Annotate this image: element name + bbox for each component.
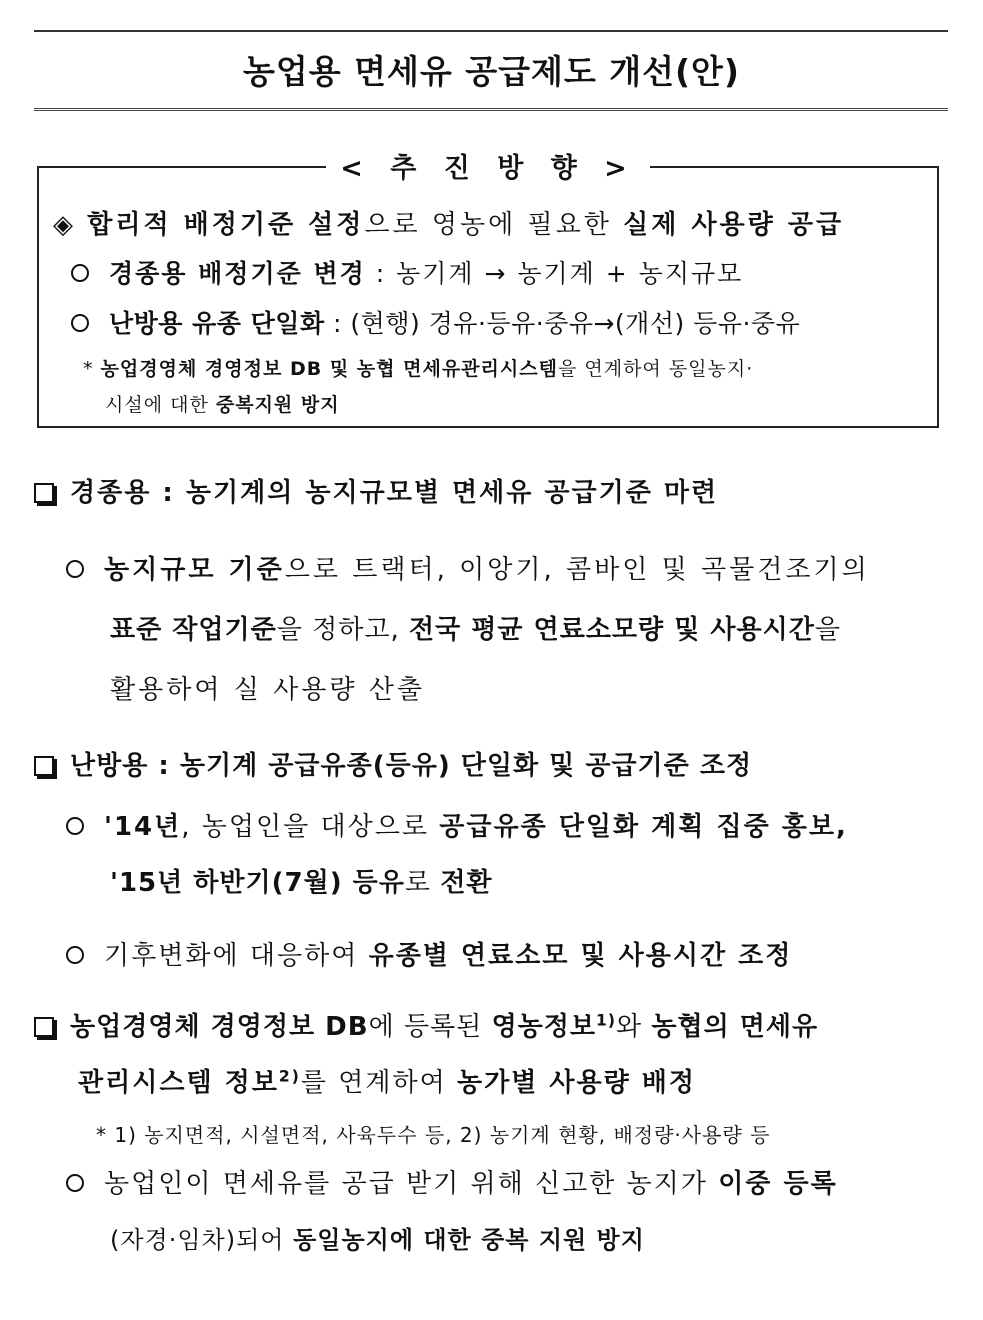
heating-paragraph-1-line-2: '15년 하반기(7월) 등유로 전환 [110,868,493,898]
circle-bullet-icon [66,560,84,578]
db-paragraph-line-1: 농업인이 면세유를 공급 받기 위해 신고한 농지가 이중 등록 [66,1163,838,1200]
section-heading-db-cont: 관리시스템 정보$^{2)}$를 연계하여 농가별 사용량 배정 [78,1067,697,1098]
crop-paragraph-line-3: 활용하여 실 사용량 산출 [110,675,425,705]
top-rule [34,30,948,32]
heating-paragraph-1-line-1: '14년, 농업인을 대상으로 공급유종 단일화 계획 집중 홍보, [66,806,848,843]
db-paragraph-line-2: (자경·임차)되어 동일농지에 대한 중복 지원 방지 [110,1226,645,1254]
direction-note-cont: 시설에 대한 중복지원 방지 [105,394,340,416]
heating-paragraph-2: 기후변화에 대응하여 유종별 연료소모 및 사용시간 조정 [66,935,792,972]
direction-box [37,153,939,428]
section-heading-db: 농업경영체 경영정보 DB에 등록된 영농정보$^{1)}$와 농협의 면세유 [34,1006,818,1043]
circle-bullet-icon [66,1174,84,1192]
diamond-bullet-icon: ◈ [53,210,76,240]
direction-item-2: 난방용 유종 단일화 : (현행) 경유·등유·중유→(개선) 등유·중유 [71,304,800,340]
checkbox-bullet-icon [34,1017,54,1037]
db-footnote: * 1) 농지면적, 시설면적, 사육두수 등, 2) 농기계 현황, 배정량·사용량 등 [96,1123,771,1147]
direction-main: ◈ 합리적 배정기준 설정으로 영농에 필요한 실제 사용량 공급 [53,210,845,240]
checkbox-bullet-icon [34,483,54,503]
crop-paragraph-line-2: 표준 작업기준을 정하고, 전국 평균 연료소모량 및 사용시간을 [110,615,841,645]
direction-heading: < 추 진 방 향 > [39,146,937,185]
crop-paragraph-line-1: 농지규모 기준으로 트랙터, 이앙기, 콤바인 및 곡물건조기의 [66,549,870,586]
direction-item-1: 경종용 배정기준 변경 : 농기계 → 농기계 + 농지규모 [71,254,743,290]
page-title: 농업용 면세유 공급제도 개선(안) [242,52,741,91]
direction-note: * 농업경영체 경영정보 DB 및 농협 면세유관리시스템을 연계하여 동일농지· [83,358,754,380]
title-underline [34,108,948,111]
circle-bullet-icon [66,946,84,964]
circle-bullet-icon [71,264,89,282]
section-heading-crop: 경종용 : 농기계의 농지규모별 면세유 공급기준 마련 [34,472,718,509]
circle-bullet-icon [66,817,84,835]
circle-bullet-icon [71,314,89,332]
section-heading-heating: 난방용 : 농기계 공급유종(등유) 단일화 및 공급기준 조정 [34,745,752,782]
checkbox-bullet-icon [34,756,54,776]
